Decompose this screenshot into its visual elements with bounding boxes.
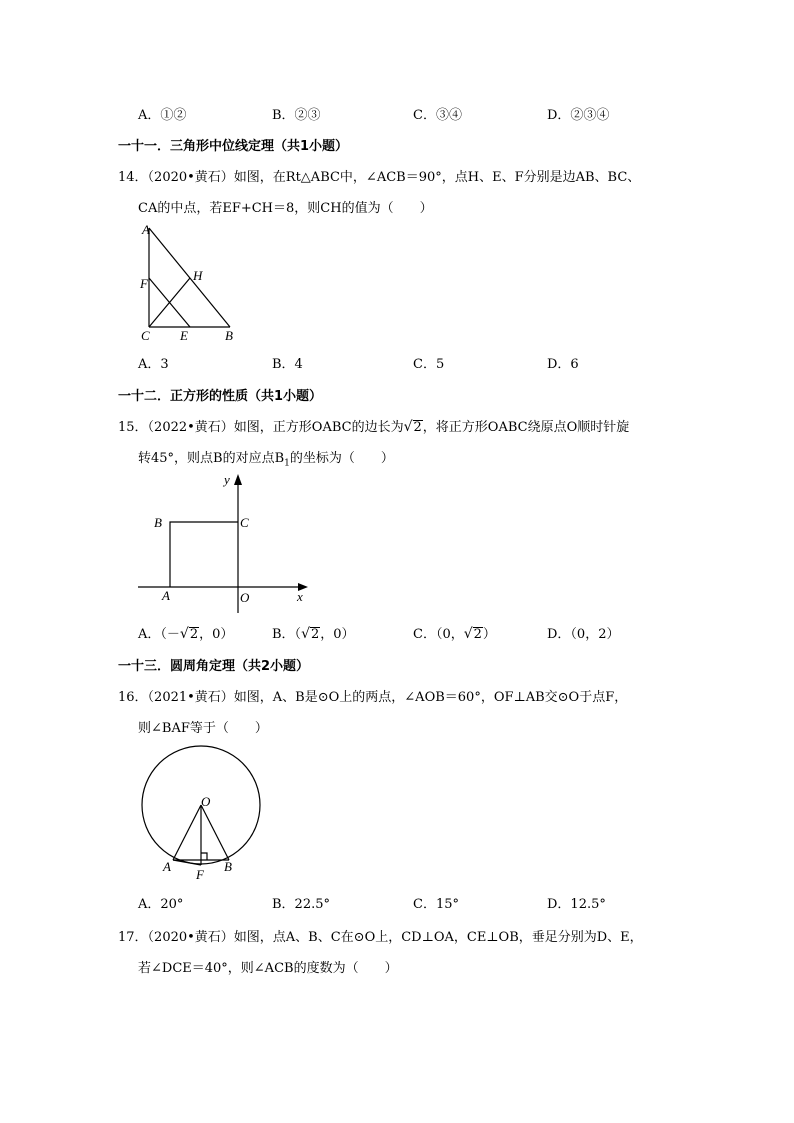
q17-stem-line1: 17．（2020•黄石）如图，点A、B、C在⊙O上，CD⊥OA，CE⊥OB，垂足分别为D、E， xyxy=(118,930,643,945)
label-o: O xyxy=(240,590,250,605)
label-a: A xyxy=(142,222,150,237)
q16-option-d[interactable]: D．12.5° xyxy=(547,897,606,912)
label-c: C xyxy=(240,515,249,530)
label-e: E xyxy=(180,328,188,343)
label-y: y xyxy=(224,472,230,487)
square-sides xyxy=(170,522,238,587)
q13-option-b[interactable]: B．②③ xyxy=(272,108,321,123)
q16-stem-line1: 16．（2021•黄石）如图，A、B是⊙O上的两点，∠AOB＝60°，OF⊥AB交⊙O于点F， xyxy=(118,690,628,705)
section-11-title: 一十一．三角形中位线定理（共1小题） xyxy=(118,139,349,154)
q16-circle-figure xyxy=(135,745,275,885)
q16-stem-line2: 则∠BAF等于（ ） xyxy=(138,721,268,736)
section-12-title: 一十二．正方形的性质（共1小题） xyxy=(118,389,323,404)
q15-option-a[interactable]: A．（－√2，0） xyxy=(138,626,234,642)
q14-option-b[interactable]: B．4 xyxy=(272,357,303,372)
q15-stem-radicand: 2 xyxy=(413,420,422,435)
label-a: A xyxy=(163,859,171,874)
q14-option-c[interactable]: C．5 xyxy=(413,357,445,372)
q16-option-b[interactable]: B．22.5° xyxy=(272,897,330,912)
q14-option-a[interactable]: A．3 xyxy=(138,357,169,372)
q15-subscript: 1 xyxy=(284,458,290,469)
label-b: B xyxy=(154,515,162,530)
label-b: B xyxy=(224,859,232,874)
q13-option-d[interactable]: D．②③④ xyxy=(547,108,610,123)
radius-ob xyxy=(201,805,229,860)
q15-stem-line1: 15．（2022•黄石）如图，正方形OABC的边长为√2，将正方形OABC绕原点O顺时针旋 xyxy=(118,419,630,435)
q15-stem-line2: 转45°，则点B的对应点$B_1$的坐标为（ ） xyxy=(138,451,394,469)
q15-option-b[interactable]: B．（√2，0） xyxy=(272,626,355,642)
section-13-title: 一十三．圆周角定理（共2小题） xyxy=(118,659,310,674)
q14-stem-line1: 14．（2020•黄石）如图，在Rt△ABC中，∠ACB＝90°，点H、E、F分别是边AB、BC、 xyxy=(118,170,641,185)
label-o: O xyxy=(201,794,211,809)
q17-stem-line2: 若∠DCE＝40°，则∠ACB的度数为（ ） xyxy=(138,961,398,976)
q13-option-a[interactable]: A．①② xyxy=(138,108,187,123)
label-b: B xyxy=(225,328,233,343)
radius-oa xyxy=(173,805,201,860)
q16-option-c[interactable]: C．15° xyxy=(413,897,459,912)
label-c: C xyxy=(141,328,150,343)
label-h: H xyxy=(193,268,203,283)
label-f: F xyxy=(140,276,148,291)
label-x: x xyxy=(297,589,303,604)
segment-af xyxy=(173,860,201,865)
q15-option-d[interactable]: D．（0，2） xyxy=(547,627,620,642)
right-angle-mark xyxy=(201,853,207,860)
label-f: F xyxy=(196,867,204,882)
q13-option-c[interactable]: C．③④ xyxy=(413,108,462,123)
y-axis-arrow xyxy=(234,474,242,485)
label-a: A xyxy=(162,588,170,603)
q14-stem-line2: CA的中点，若EF+CH＝8，则CH的值为（ ） xyxy=(138,201,433,216)
q16-option-a[interactable]: A．20° xyxy=(138,897,184,912)
q15-option-c[interactable]: C．（0，√2） xyxy=(413,626,496,642)
q14-option-d[interactable]: D．6 xyxy=(547,357,579,372)
q14-triangle-figure xyxy=(130,218,250,348)
q15-square-figure xyxy=(130,470,320,620)
